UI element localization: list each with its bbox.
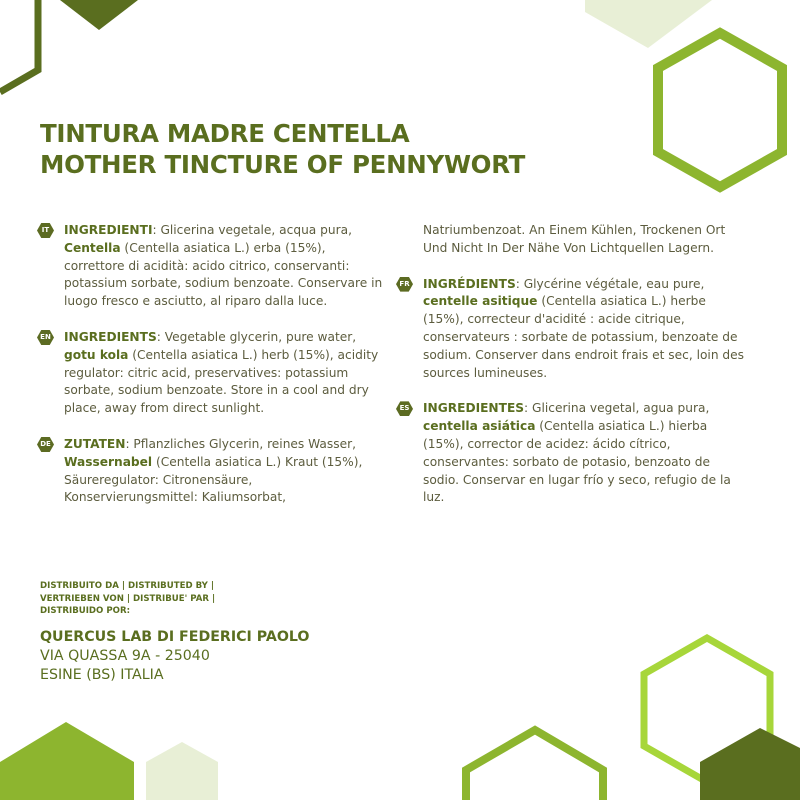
ingredients-heading-fr: INGRÉDIENTS: [423, 276, 516, 291]
text-column-right: [396, 222, 746, 525]
distributor-label: [40, 580, 240, 618]
ingredients-text-fr-1: : Glycérine végétale, eau pure,: [515, 276, 705, 291]
hexagon-shape-top-left: [60, 0, 138, 30]
address-street: VIA QUASSA 9A - 25040: [40, 648, 210, 664]
distributor-address: [40, 628, 309, 685]
ingredients-text-en-2: (Centella asiatica L.) herb (15%), acidity regulator: citric acid, preservatives: potassium sorbate, sodium benzoate. Store in a cool and dry place, away from direct sunlight.: [64, 347, 379, 416]
ingredients-block-de: [37, 436, 383, 507]
ingredients-block-es: [396, 400, 746, 507]
herb-name-fr: centelle asitique: [423, 294, 538, 309]
hexagon-shape-bottom-left-pale: [146, 742, 218, 800]
corner-line-top-left: [0, 0, 38, 92]
ingredients-block-it: [37, 222, 383, 311]
ingredients-heading-de: ZUTATEN: [64, 436, 126, 451]
ingredients-text-en-1: : Vegetable glycerin, pure water,: [156, 329, 357, 344]
language-badge-de: DE: [37, 437, 54, 452]
hexagon-outline-bottom-center: [466, 730, 603, 800]
herb-name-de: Wassernabel: [64, 454, 153, 469]
ingredients-text-de-continued: Natriumbenzoat. An Einem Kühlen, Trockenen Ort Und Nicht In Der Nähe Von Lichtquellen Lagern.: [423, 223, 726, 255]
ingredients-heading-es: INGREDIENTES: [423, 401, 525, 416]
distributor-label-line-1: DISTRIBUITO DA | DISTRIBUTED BY |: [40, 581, 215, 591]
ingredients-text-it-1: : Glicerina vegetale, acqua pura,: [152, 223, 352, 237]
hexagon-outline-top-right: [658, 33, 782, 187]
ingredients-text-fr-2: (Centella asiatica L.) herbe (15%), correcteur d'acidité : acide citrique, conservateurs : sorbate de potassium, benzoate de sodium. Conserver dans endroit frais et sec, loin des sources lumineuses.: [423, 294, 745, 380]
ingredients-text-de-1: : Pflanzliches Glycerin, reines Wasser,: [125, 436, 356, 451]
language-badge-it: IT: [37, 223, 54, 238]
herb-name-es: centella asiática: [423, 419, 536, 434]
ingredients-heading-en: INGREDIENTS: [64, 329, 157, 344]
ingredients-block-en: [37, 329, 383, 418]
ingredients-text-it-2: (Centella asiatica L.) erba (15%), correttore di acidità: acido citrico, conservanti: potassium sorbate, sodium benzoate. Conservare in luogo fresco e asciutto, al riparo dalla luce.: [64, 240, 383, 309]
hexagon-shape-top-right-pale: [585, 0, 712, 48]
title-line-english: MOTHER TINCTURE OF PENNYWORT: [40, 150, 526, 179]
distributor-label-line-2: VERTRIEBEN VON | DISTRIBUE' PAR |: [40, 593, 216, 604]
address-city: ESINE (BS) ITALIA: [40, 667, 164, 683]
herb-name-it: Centella: [64, 240, 121, 255]
title-line-italian: TINTURA MADRE CENTELLA: [40, 119, 410, 148]
ingredients-text-de-2: (Centella asiatica L.) Kraut (15%), Säureregulator: Citronensäure, Konservierungsmittel: Kaliumsorbat,: [64, 454, 363, 505]
company-name: QUERCUS LAB DI FEDERICI PAOLO: [40, 629, 310, 645]
herb-name-en: gotu kola: [64, 347, 129, 362]
ingredients-text-es-2: (Centella asiatica L.) hierba (15%), corrector de acidez: ácido cítrico, conservantes: sorbato de potasio, benzoato de sodio. Conservar en lugar frío y seco, refugio de la luz.: [423, 419, 731, 505]
language-badge-fr: FR: [396, 277, 413, 292]
ingredients-heading-it: INGREDIENTI: [64, 223, 153, 237]
ingredients-text-es-1: : Glicerina vegetal, agua pura,: [524, 401, 710, 416]
hexagon-shape-bottom-left: [0, 722, 134, 800]
language-badge-en: EN: [37, 330, 54, 345]
hexagon-shape-bottom-right-dark: [700, 728, 800, 800]
page-title: [40, 118, 525, 180]
distributor-label-line-3: DISTRIBUIDO POR:: [40, 606, 131, 617]
language-badge-es: ES: [396, 401, 413, 416]
ingredients-block-fr: [396, 276, 746, 383]
text-column-left: [37, 222, 383, 525]
ingredients-block-de-continued: [396, 222, 746, 258]
